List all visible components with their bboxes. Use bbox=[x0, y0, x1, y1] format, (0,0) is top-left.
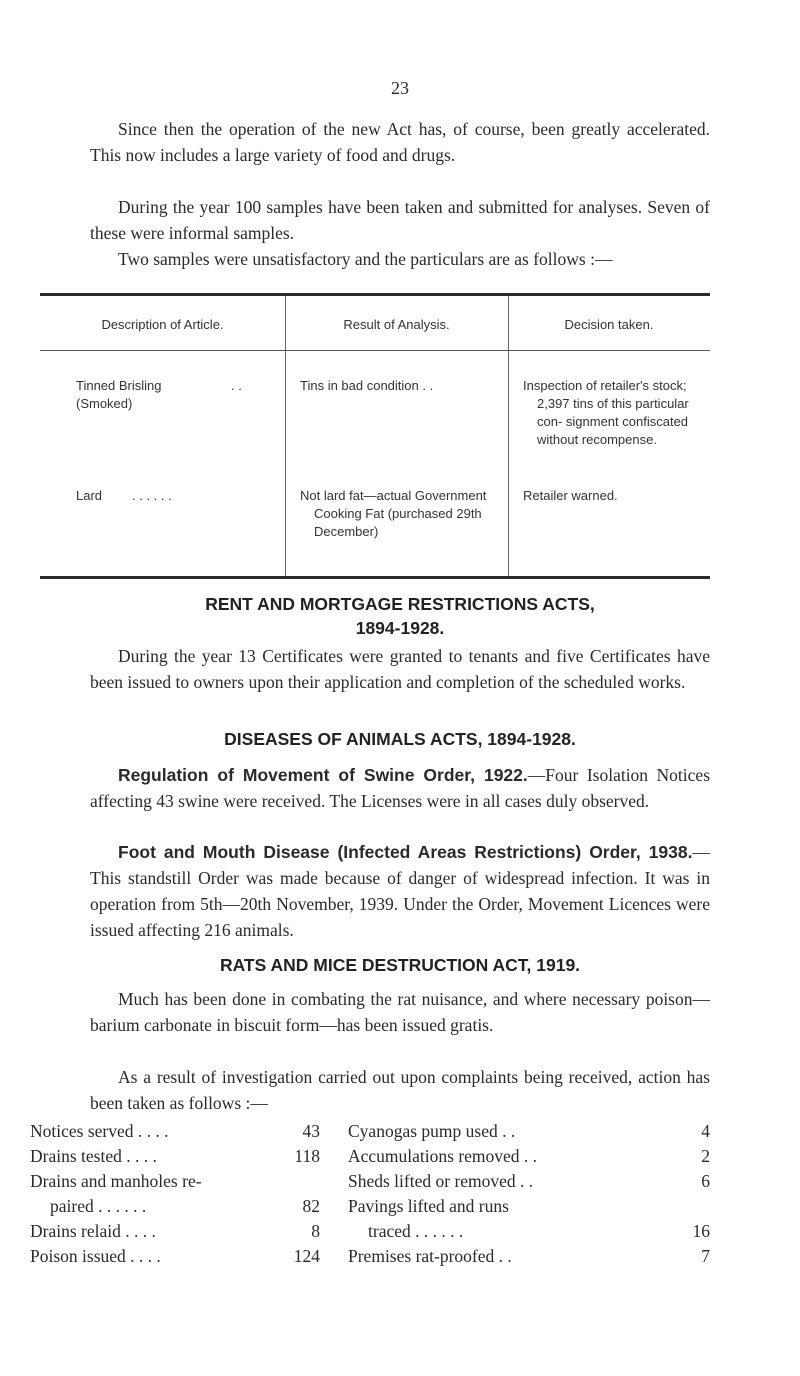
stat-label: Cyanogas pump used . . bbox=[348, 1121, 516, 1141]
stat-value: 7 bbox=[701, 1246, 710, 1266]
row-1-article bbox=[76, 377, 236, 413]
stat-value: 16 bbox=[692, 1221, 710, 1241]
intro-paragraph-1: Since then the operation of the new Act has, of course, been greatly accelerated. This now includes a large variety of food and drugs. bbox=[90, 119, 710, 165]
stat-label: paired . . . . . . bbox=[50, 1196, 147, 1216]
stat-value: 124 bbox=[293, 1246, 320, 1266]
stat-row bbox=[348, 1144, 710, 1169]
foot-mouth-paragraph bbox=[90, 839, 710, 943]
rent-heading-line-2: 1894-1928. bbox=[355, 618, 445, 638]
stat-label: Drains tested . . . . bbox=[30, 1146, 157, 1166]
rent-heading-line-1: RENT AND MORTGAGE RESTRICTIONS ACTS, bbox=[205, 594, 595, 614]
stat-row bbox=[30, 1244, 320, 1269]
stat-label: Accumulations removed . . bbox=[348, 1146, 538, 1166]
stat-label: Notices served . . . . bbox=[30, 1121, 169, 1141]
rats-paragraph-2: As a result of investigation carried out upon complaints being received, action has been taken as follows :— bbox=[90, 1067, 710, 1113]
rent-paragraph: During the year 13 Certificates were granted to tenants and five Certificates have been issued to owners upon their application and completion of the scheduled works. bbox=[90, 646, 710, 692]
row-1-result: Tins in bad condition . . bbox=[300, 378, 434, 393]
row-1-article-line-2: (Smoked) bbox=[76, 396, 133, 411]
table-top-rule bbox=[40, 293, 710, 296]
header-result: Result of Analysis. bbox=[343, 317, 450, 332]
swine-paragraph bbox=[90, 762, 710, 814]
stat-value: 43 bbox=[302, 1121, 320, 1141]
row-2-result: Not lard fat—actual Government Cooking Fat (purchased 29th December) bbox=[300, 488, 487, 539]
stat-row bbox=[348, 1219, 710, 1244]
rent-heading bbox=[90, 592, 710, 640]
stat-label: traced . . . . . . bbox=[368, 1221, 464, 1241]
swine-order-title: Regulation of Movement of Swine Order, 1922. bbox=[118, 765, 528, 785]
intro-paragraph-3: Two samples were unsatisfactory and the particulars are as follows :— bbox=[118, 249, 613, 269]
row-2-decision: Retailer warned. bbox=[523, 488, 618, 503]
stat-value: 118 bbox=[294, 1146, 320, 1166]
page-number: 23 bbox=[391, 78, 409, 98]
header-rule bbox=[40, 350, 710, 351]
header-description: Description of Article. bbox=[101, 317, 224, 332]
stat-row bbox=[348, 1194, 710, 1219]
stats-right-column bbox=[348, 1119, 710, 1269]
stat-row bbox=[348, 1244, 710, 1269]
stat-label: Drains and manholes re- bbox=[30, 1171, 202, 1191]
rats-paragraph-1: Much has been done in combating the rat nuisance, and where necessary poison—barium carbonate in biscuit form—has been issued gratis. bbox=[90, 989, 710, 1035]
row-1-article-line-1: Tinned Brisling bbox=[76, 378, 162, 393]
stat-row bbox=[30, 1194, 320, 1219]
diseases-heading: DISEASES OF ANIMALS ACTS, 1894-1928. bbox=[224, 729, 576, 749]
row-1-decision: Inspection of retailer's stock; 2,397 tins of this particular con- signment confiscated without recompense. bbox=[523, 378, 689, 447]
stat-row bbox=[30, 1144, 320, 1169]
stat-row bbox=[30, 1119, 320, 1144]
stat-label: Premises rat-proofed . . bbox=[348, 1246, 512, 1266]
column-divider bbox=[508, 296, 509, 579]
table-bottom-rule bbox=[40, 576, 710, 579]
row-1-leader-dots: . . bbox=[231, 378, 242, 393]
stat-row bbox=[30, 1219, 320, 1244]
stat-value: 82 bbox=[302, 1196, 320, 1216]
stats-left-column bbox=[30, 1119, 320, 1269]
stat-label: Sheds lifted or removed . . bbox=[348, 1171, 534, 1191]
row-2-article: Lard bbox=[76, 488, 103, 503]
foot-mouth-order-title: Foot and Mouth Disease (Infected Areas Restrictions) Order, 1938. bbox=[118, 842, 693, 862]
stat-value: 4 bbox=[701, 1121, 710, 1141]
swine-order-text: —Four Isolation Notices affecting 43 swine were received. The Licenses were in all cases duly observed. bbox=[90, 765, 711, 811]
stat-label: Pavings lifted and runs bbox=[348, 1196, 509, 1216]
stat-row bbox=[348, 1169, 710, 1194]
stat-label: Drains relaid . . . . bbox=[30, 1221, 156, 1241]
stat-value: 2 bbox=[701, 1146, 710, 1166]
stat-label: Poison issued . . . . bbox=[30, 1246, 161, 1266]
intro-paragraph-2: During the year 100 samples have been taken and submitted for analyses. Seven of these were informal samples. bbox=[90, 197, 710, 243]
header-decision: Decision taken. bbox=[564, 317, 654, 332]
foot-mouth-order-text: —This standstill Order was made because of danger of widespread infection. It was in operation from 5th—20th November, 1939. Under the Order, Movement Licences were issued affecting 216 animals. bbox=[90, 842, 710, 940]
samples-table bbox=[40, 293, 710, 579]
column-divider bbox=[285, 296, 286, 579]
stat-value: 6 bbox=[701, 1171, 710, 1191]
row-2-leader-dots: . . . . . . bbox=[132, 488, 172, 503]
stat-value: 8 bbox=[311, 1221, 320, 1241]
stat-row bbox=[348, 1119, 710, 1144]
stat-row bbox=[30, 1169, 320, 1194]
rats-heading: RATS AND MICE DESTRUCTION ACT, 1919. bbox=[219, 955, 581, 975]
